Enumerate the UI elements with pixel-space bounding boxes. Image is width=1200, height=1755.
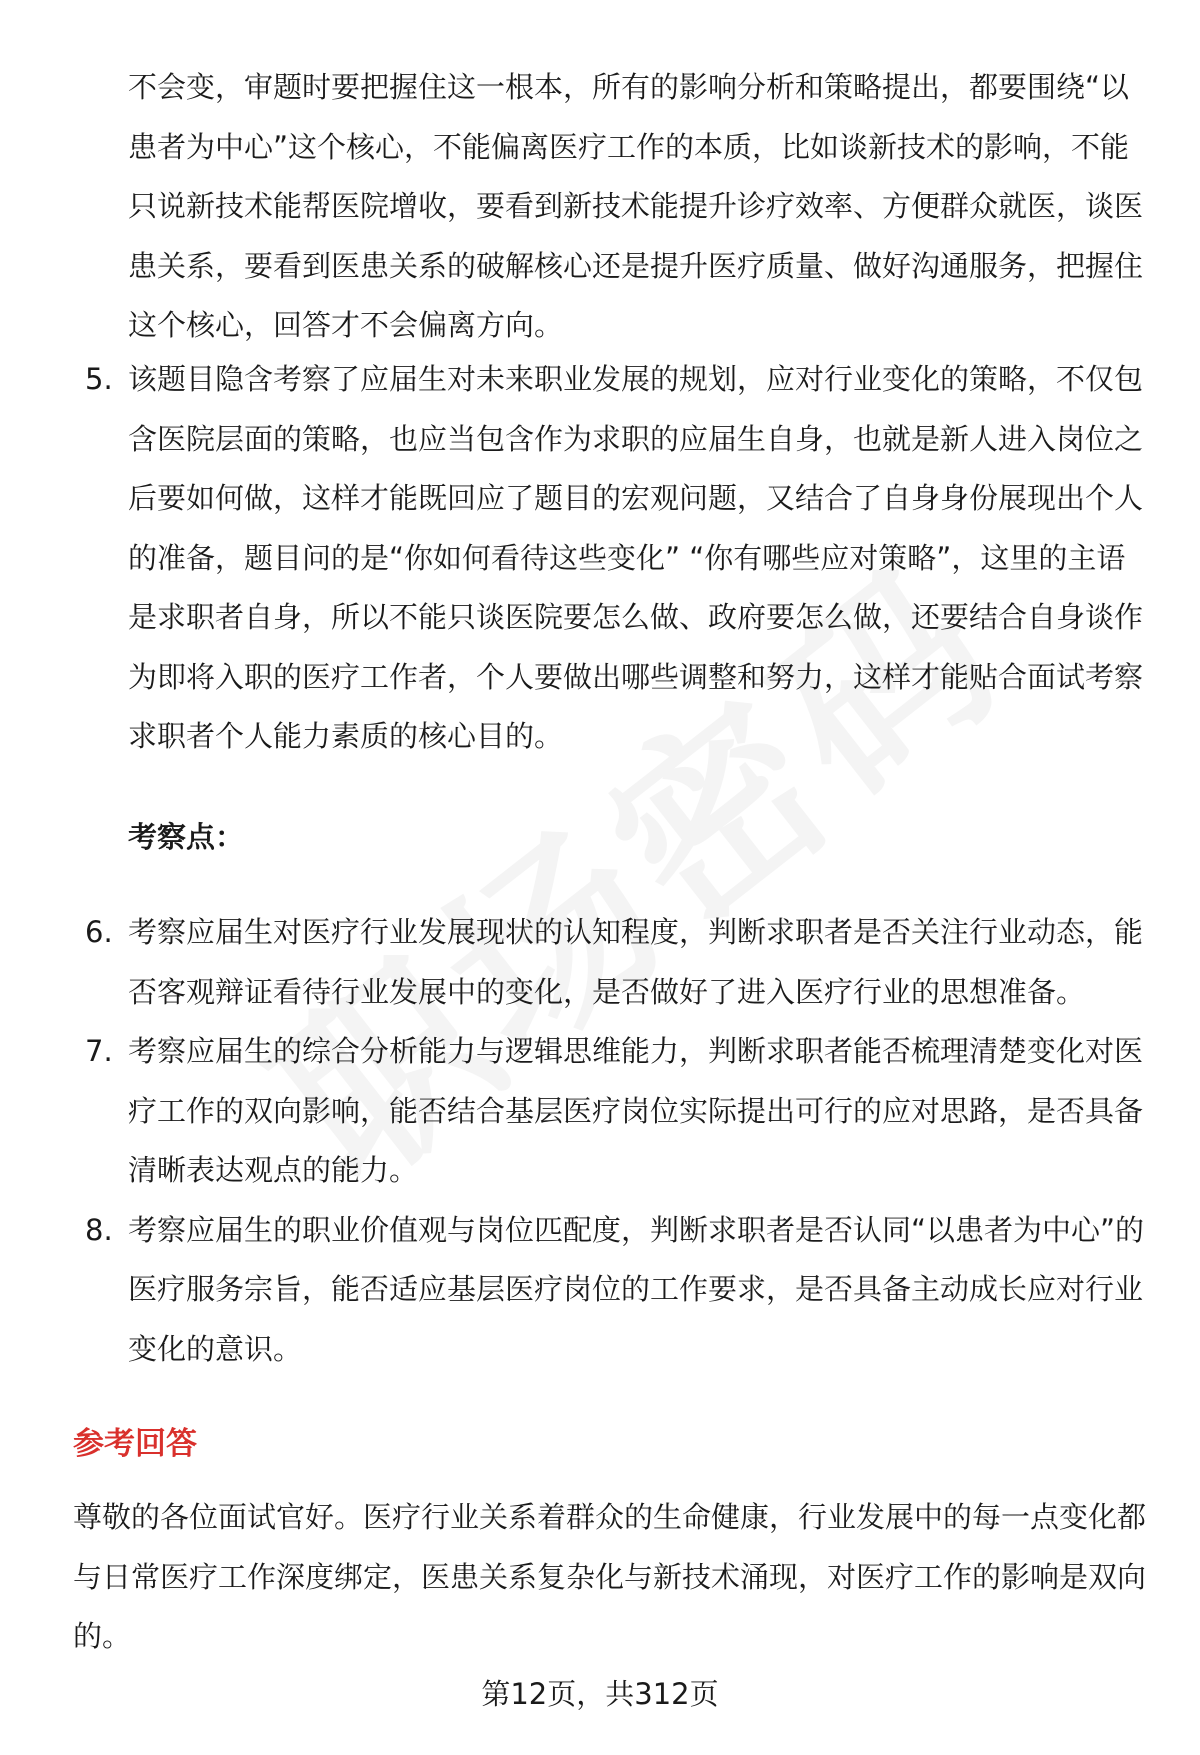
examination-points-heading: 考察点： [128, 820, 245, 854]
list-number: 8. [85, 1212, 113, 1247]
list-item-text: 考察应届生的综合分析能力与逻辑思维能力，判断求职者能否梳理清楚变化对医疗工作的双向影响，能否结合基层医疗岗位实际提出可行的应对思路，是否具备清晰表达观点的能力。 [128, 1034, 1144, 1187]
list-item [0, 350, 1148, 767]
examination-points-list [0, 903, 1200, 1379]
continuation-paragraph: 不会变，审题时要把握住这一根本，所有的影响分析和策略提出，都要围绕“以患者为中心”这个核心，不能偏离医疗工作的本质，比如谈新技术的影响，不能只说新技术能帮医院增收，要看到新技术能提升诊疗效率、方便群众就医，谈医患关系，要看到医患关系的破解核心还是提升医疗质量、做好沟通服务，把握住这个核心，回答才不会偏离方向。 [128, 70, 1144, 342]
reference-answer-paragraph: 尊敬的各位面试官好。医疗行业关系着群众的生命健康，行业发展中的每一点变化都与日常医疗工作深度绑定，医患关系复杂化与新技术涌现，对医疗工作的影响是双向的。 [73, 1500, 1147, 1653]
list-number: 5. [85, 362, 113, 396]
reference-answer-heading: 参考回答 [73, 1426, 197, 1462]
list-item [0, 1201, 1148, 1380]
list-number: 7. [85, 1034, 113, 1068]
page-number-footer: 第12页，共312页 [481, 1677, 719, 1711]
list-item-text: 考察应届生的职业价值观与岗位匹配度，判断求职者是否认同“以患者为中心”的医疗服务宗旨，能否适应基层医疗岗位的工作要求，是否具备主动成长应对行业变化的意识。 [128, 1212, 1145, 1366]
analysis-list [0, 350, 1200, 767]
list-item-text: 考察应届生对医疗行业发展现状的认知程度，判断求职者是否关注行业动态，能否客观辩证看待行业发展中的变化，是否做好了进入医疗行业的思想准备。 [128, 915, 1144, 1009]
list-item [0, 1022, 1148, 1201]
list-number: 6. [85, 915, 113, 949]
list-item-text: 该题目隐含考察了应届生对未来职业发展的规划，应对行业变化的策略，不仅包含医院层面的策略，也应当包含作为求职的应届生自身，也就是新人进入岗位之后要如何做，这样才能既回应了题目的宏观问题，又结合了自身身份展现出个人的准备，题目问的是“你如何看待这些变化” “你有哪些应对策略”，这里的主语是求职者自身，所以不能只谈医院要怎么做、政府要怎么做，还要结合自身谈作为即将入职的医疗工作者，个人要做出哪些调整和努力，这样才能贴合面试考察求职者个人能力素质的核心目的。 [128, 362, 1144, 753]
list-item [0, 903, 1148, 1022]
